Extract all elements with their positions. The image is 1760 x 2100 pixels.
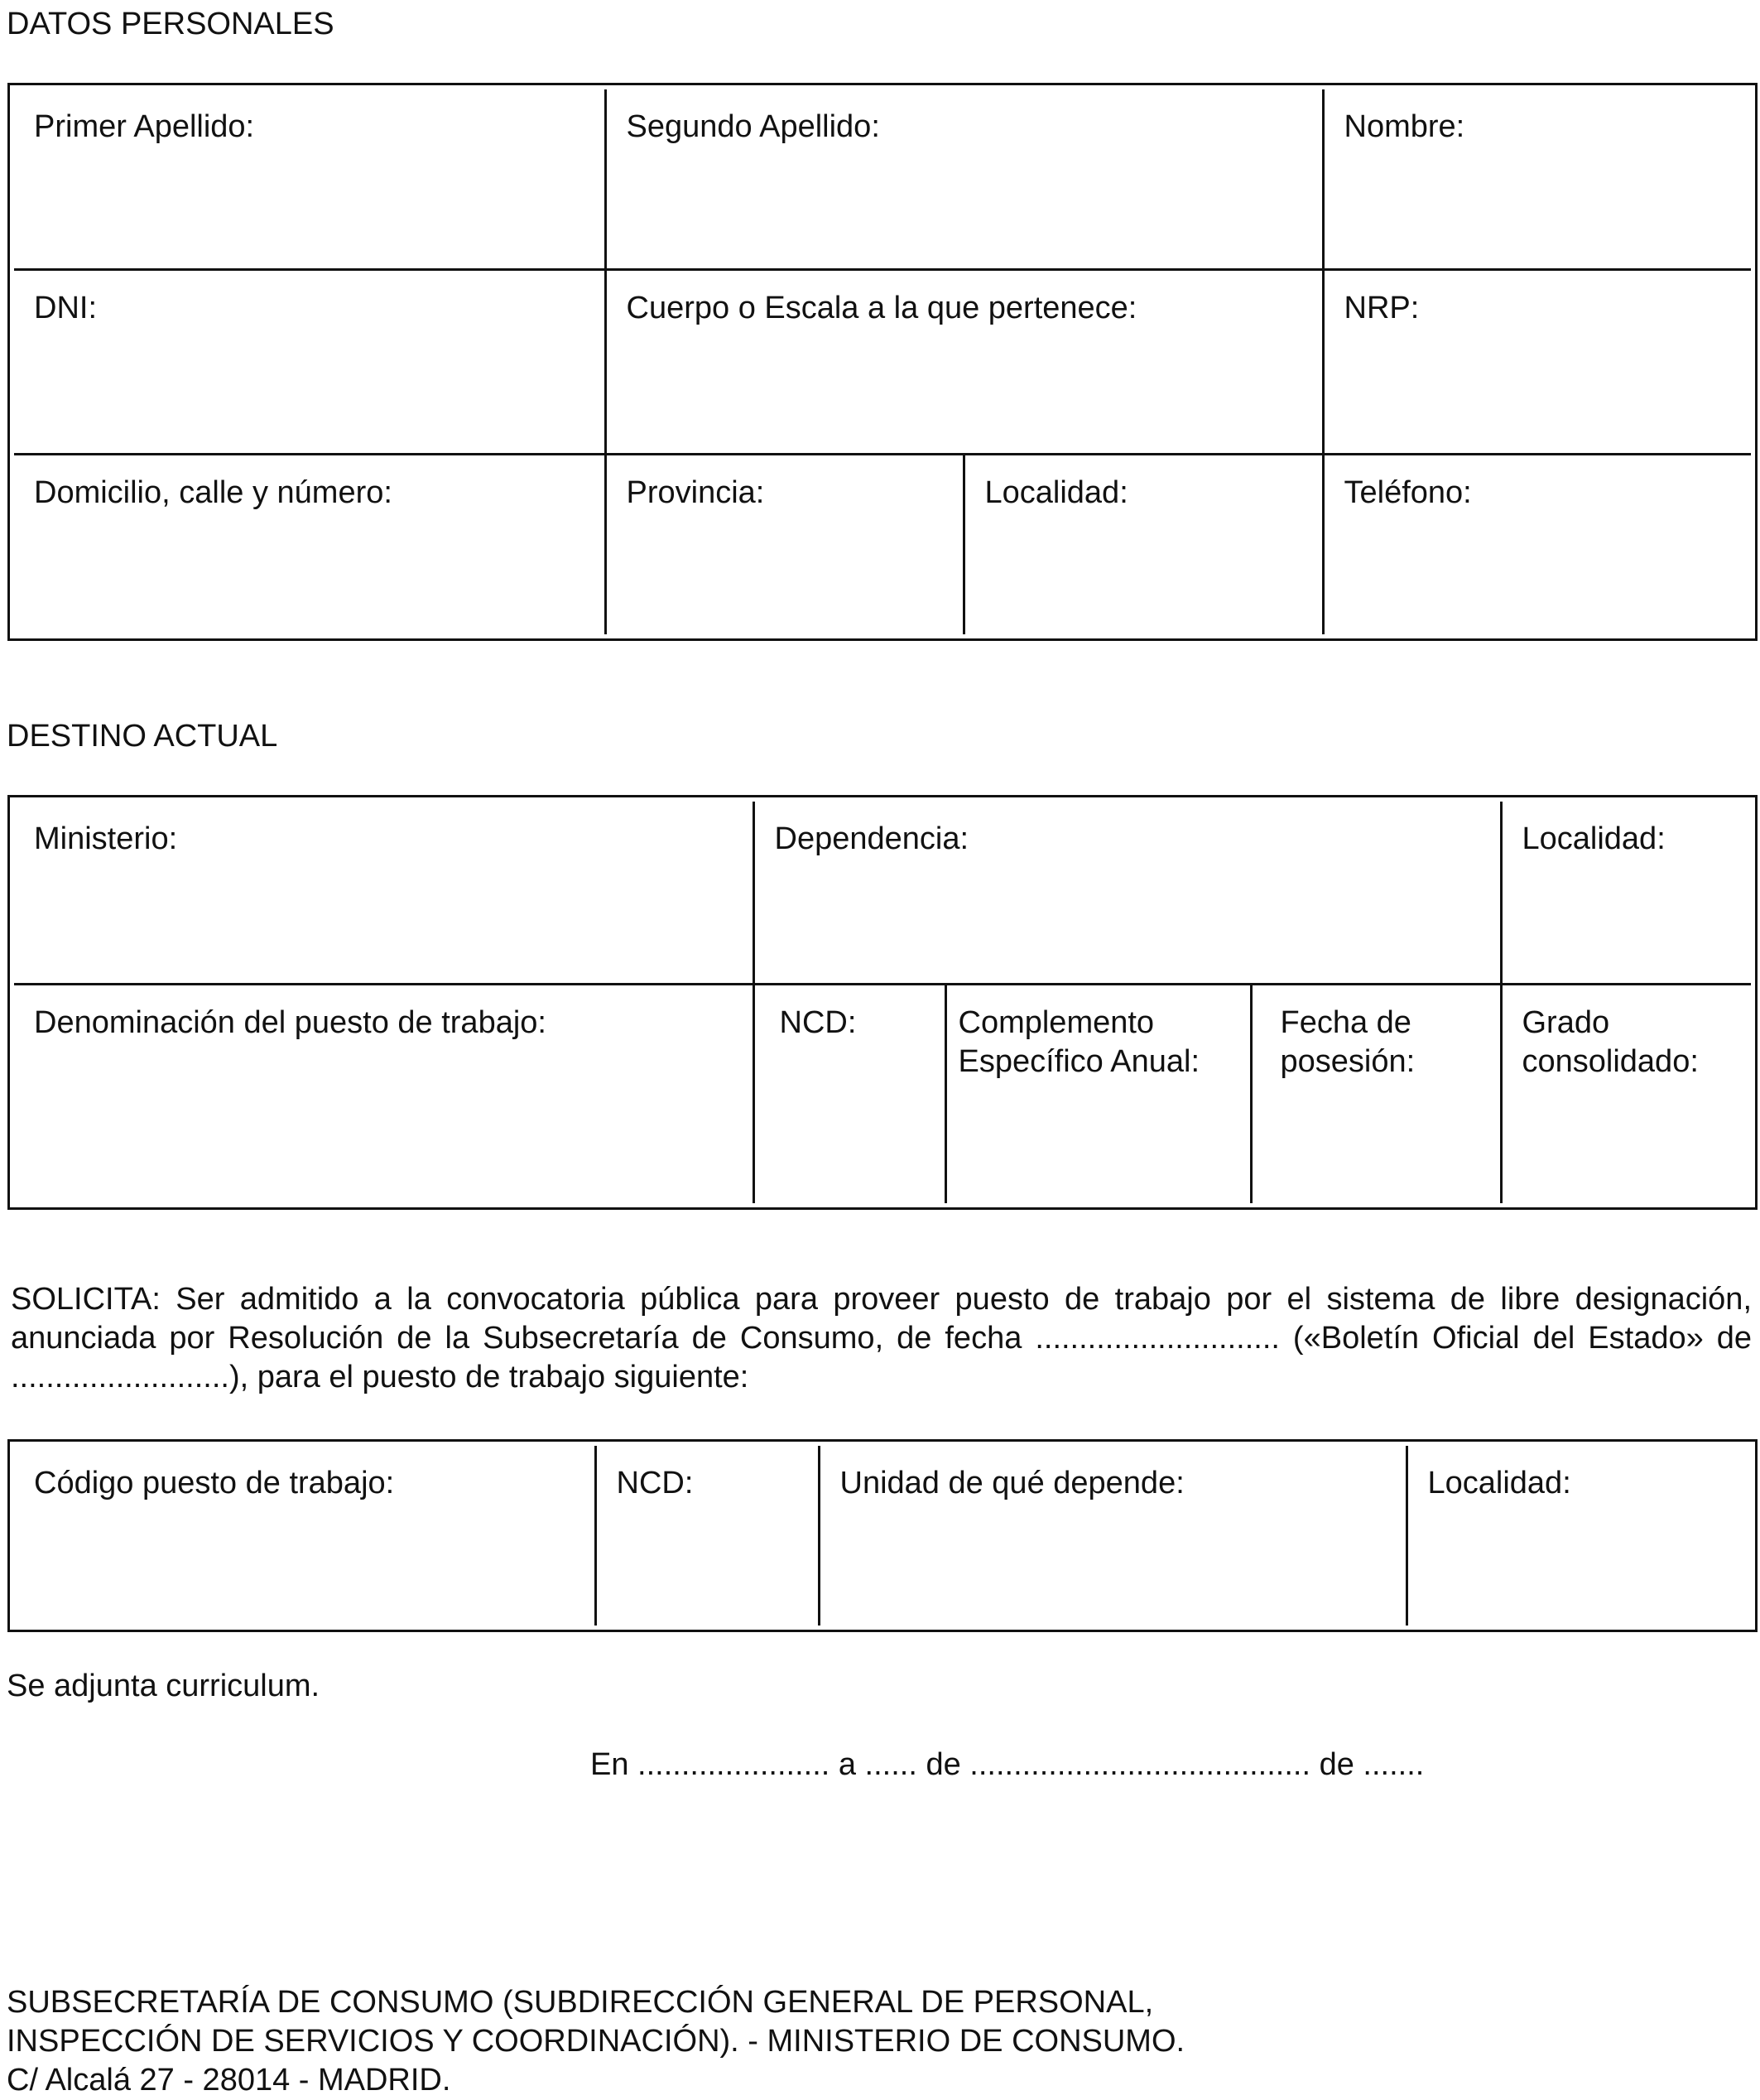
field-dependencia[interactable] [753, 802, 1501, 984]
field-domicilio[interactable] [14, 454, 605, 634]
label-domicilio: Domicilio, calle y número: [34, 474, 392, 510]
label-ncd-puesto: NCD: [616, 1466, 694, 1500]
label-unidad: Unidad de qué depende: [839, 1466, 1185, 1500]
label-grado-line1: Grado [1522, 1004, 1610, 1040]
label-primer-apellido: Primer Apellido: [34, 109, 255, 144]
field-fecha-posesion[interactable] [1251, 984, 1501, 1203]
field-grado-consolidado[interactable] [1501, 984, 1751, 1203]
field-ministerio[interactable] [14, 802, 753, 984]
field-nombre[interactable] [1323, 89, 1751, 270]
label-localidad: Localidad: [984, 474, 1128, 510]
field-ncd-puesto[interactable] [595, 1446, 819, 1626]
label-nrp: NRP: [1344, 291, 1420, 326]
field-codigo-puesto[interactable] [14, 1446, 595, 1626]
field-provincia[interactable] [605, 454, 964, 634]
label-complemento-line2: Específico Anual: [958, 1043, 1200, 1079]
field-telefono[interactable] [1323, 454, 1751, 634]
label-localidad-puesto: Localidad: [1427, 1466, 1571, 1500]
field-localidad-destino[interactable] [1501, 802, 1751, 984]
puesto-solicitado-table [7, 1439, 1758, 1632]
destino-actual-table [7, 795, 1758, 1210]
label-fecha-line1: Fecha de [1280, 1004, 1411, 1040]
section-title-destino-actual: DESTINO ACTUAL [7, 719, 278, 754]
label-ministerio: Ministerio: [34, 821, 178, 856]
label-denominacion: Denominación del puesto de trabajo: [34, 1004, 546, 1040]
label-segundo-apellido: Segundo Apellido: [626, 109, 880, 144]
footer-line2: INSPECCIÓN DE SERVICIOS Y COORDINACIÓN). - MINISTERIO DE CONSUMO. [7, 2024, 1185, 2059]
adjunta-curriculum: Se adjunta curriculum. [7, 1669, 320, 1703]
field-nrp[interactable] [1323, 270, 1751, 454]
field-denominacion[interactable] [14, 984, 753, 1203]
solicita-paragraph: SOLICITA: Ser admitido a la convocatoria pública para proveer puesto de trabajo por el sistema de libre designación, anunciada por Resolución de la Subsecretaría de Consumo, de fecha ............................ («Boletín Oficial del Estado» de .........................), para el puesto de trabajo siguiente: [11, 1282, 1752, 1394]
datos-personales-table [7, 83, 1758, 641]
label-telefono: Teléfono: [1344, 474, 1472, 510]
field-ncd-destino[interactable] [753, 984, 945, 1203]
field-primer-apellido[interactable] [14, 89, 605, 270]
field-dni[interactable] [14, 270, 605, 454]
label-localidad-destino: Localidad: [1522, 821, 1666, 856]
label-dependencia: Dependencia: [774, 821, 969, 856]
footer-line3: C/ Alcalá 27 - 28014 - MADRID. [7, 2063, 451, 2098]
label-codigo-puesto: Código puesto de trabajo: [34, 1466, 395, 1500]
section-title-datos-personales: DATOS PERSONALES [7, 7, 334, 41]
field-localidad-puesto[interactable] [1407, 1446, 1751, 1626]
label-ncd-destino: NCD: [779, 1004, 857, 1040]
field-segundo-apellido[interactable] [605, 89, 1323, 270]
label-provincia: Provincia: [626, 474, 765, 510]
footer-line1: SUBSECRETARÍA DE CONSUMO (SUBDIRECCIÓN GENERAL DE PERSONAL, [7, 1985, 1154, 2020]
field-unidad[interactable] [819, 1446, 1407, 1626]
label-complemento-line1: Complemento [958, 1004, 1155, 1040]
label-nombre: Nombre: [1344, 109, 1465, 144]
field-complemento[interactable] [945, 984, 1251, 1203]
label-cuerpo-escala: Cuerpo o Escala a la que pertenece: [626, 291, 1137, 326]
label-grado-line2: consolidado: [1522, 1043, 1699, 1079]
label-dni: DNI: [34, 291, 97, 326]
footer-address [7, 1983, 1185, 2100]
label-fecha-line2: posesión: [1280, 1043, 1416, 1079]
lugar-fecha-line: En ...................... a ...... de ....................................... de ....... [590, 1747, 1425, 1782]
field-cuerpo-escala[interactable] [605, 270, 1323, 454]
field-localidad[interactable] [964, 454, 1323, 634]
